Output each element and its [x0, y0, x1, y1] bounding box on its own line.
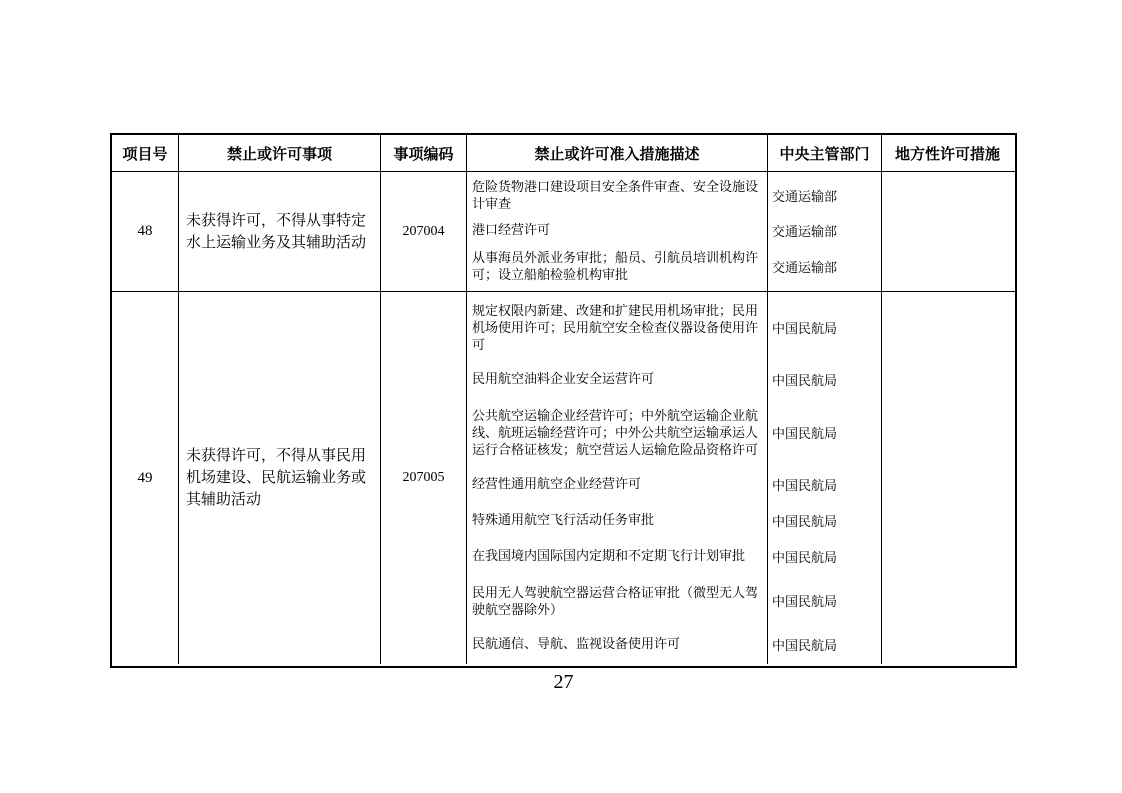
measure-description: 经营性通用航空企业经营许可 [472, 475, 642, 491]
header-matter-code: 事项编码 [381, 135, 467, 171]
table-row [112, 292, 1015, 664]
row-matter-code: 207004 [381, 172, 467, 291]
row-measures-area [467, 292, 1012, 664]
page-number: 27 [553, 671, 574, 693]
row-measures-area [467, 172, 1012, 291]
measure-description: 特殊通用航空飞行活动任务审批 [472, 512, 655, 528]
measure-description: 民用无人驾驶航空器运营合格证审批（微型无人驾驶航空器除外） [472, 584, 759, 617]
column-divider [767, 292, 768, 664]
measure-description: 在我国境内国际国内定期和不定期飞行计划审批 [472, 548, 746, 564]
central-authority: 中国民航局 [772, 514, 838, 530]
measure-row [467, 547, 1012, 566]
header-item-number: 项目号 [112, 135, 179, 171]
central-authority: 交通运输部 [772, 259, 838, 275]
header-central-authority: 中央主管部门 [768, 135, 882, 171]
measure-row [467, 407, 1012, 458]
measure-row [467, 178, 1012, 212]
row-matter-text: 未获得许可，不得从事特定水上运输业务及其辅助活动 [179, 172, 381, 291]
measure-description: 公共航空运输企业经营许可；中外航空运输企业航线、航班运输经营许可；中外公共航空运输承运人运行合格证核发；航空营运人运输危险品资格许可 [472, 407, 759, 457]
measure-row [467, 302, 1012, 353]
measure-description: 危险货物港口建设项目安全条件审查、安全设施设计审查 [472, 179, 759, 211]
measure-description: 民航通信、导航、监视设备使用许可 [472, 635, 681, 651]
local-measure [881, 178, 1012, 212]
permit-table [110, 133, 1017, 668]
measure-row [467, 221, 1012, 240]
header-local-measures: 地方性许可措施 [894, 146, 1000, 163]
central-authority: 中国民航局 [772, 637, 838, 653]
measure-row [467, 475, 1012, 494]
measure-list [467, 172, 1012, 291]
measure-row [467, 370, 1012, 389]
measure-description: 民用航空油料企业安全运营许可 [472, 371, 655, 387]
central-authority: 中国民航局 [772, 373, 838, 389]
central-authority: 交通运输部 [772, 224, 838, 239]
central-authority: 中国民航局 [772, 594, 838, 610]
measure-row [467, 584, 1012, 618]
measure-row [467, 511, 1012, 530]
header-measure-description: 禁止或许可准入措施描述 [467, 135, 768, 171]
measure-description: 港口经营许可 [472, 222, 551, 237]
row-item-number: 49 [112, 292, 179, 664]
row-item-number: 48 [112, 172, 179, 291]
measure-row [467, 635, 1012, 654]
measure-row [467, 249, 1012, 283]
central-authority: 中国民航局 [772, 425, 838, 441]
table-header-row [112, 135, 1015, 172]
column-divider [881, 292, 882, 664]
row-matter-text: 未获得许可，不得从事民用机场建设、民航运输业务或其辅助活动 [179, 292, 381, 664]
table-row [112, 172, 1015, 292]
local-measure [881, 302, 1012, 353]
central-authority: 中国民航局 [772, 477, 838, 493]
header-prohibited-or-licensed-matter: 禁止或许可事项 [179, 135, 381, 171]
column-divider [767, 172, 768, 291]
measure-description: 规定权限内新建、改建和扩建民用机场审批；民用机场使用许可；民用航空安全检查仪器设备使用许可 [472, 303, 759, 352]
measure-list [467, 292, 1012, 664]
row-matter-code: 207005 [381, 292, 467, 664]
measure-description: 从事海员外派业务审批；船员、引航员培训机构许可；设立船舶检验机构审批 [472, 250, 759, 282]
central-authority: 中国民航局 [772, 321, 838, 336]
column-divider [881, 172, 882, 291]
central-authority: 中国民航局 [772, 550, 838, 566]
central-authority: 交通运输部 [772, 188, 838, 204]
